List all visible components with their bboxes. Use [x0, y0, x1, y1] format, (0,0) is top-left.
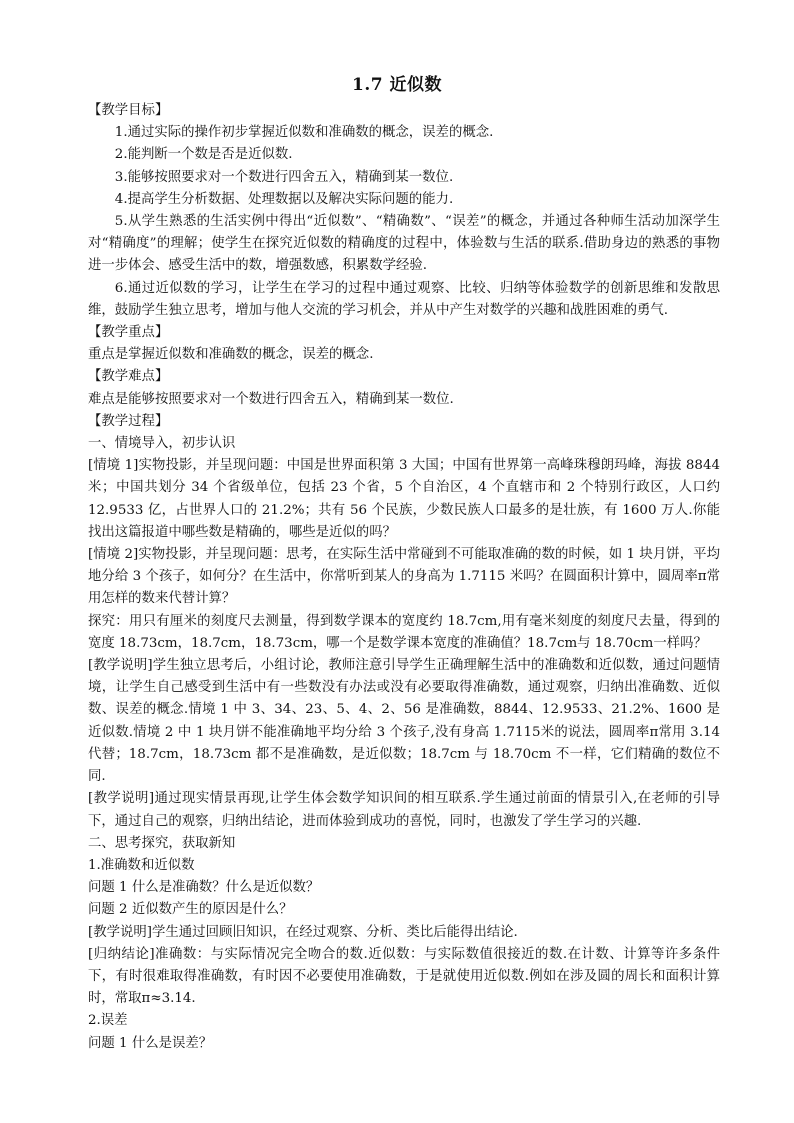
part2-heading: 二、思考探究，获取新知: [88, 835, 236, 851]
explore-paragraph: 探究：用只有厘米的刻度尺去测量，得到数学课本的宽度约 18.7cm,用有毫米刻度的刻度尺去量，得到的宽度 18.73cm，18.7cm，18.73cm，哪一个是数学课本宽度的准确值？18.7cm与 18.70cm一样吗？: [88, 613, 720, 651]
teaching-note-1: [教学说明]学生独立思考后，小组讨论，教师注意引导学生正确理解生活中的准确数和近似数，通过问题情境，让学生自己感受到生活中有一些数没有办法或没有必要取得准确数，通过观察，归纳出准确数、近似数、误差的概念.情境 1 中 3、34、23、5、4、2、56 是准确数，8844、12.9533、21.2%、1600 是近似数.情境 2 中 1 块月饼不能准确地平均分给 3 个孩子,没有身高 1.7115米的说法，圆周率π常用 3.14 代替；18.7cm，18.73cm 都不是准确数，是近似数；18.7cm 与 18.70cm 不一样，它们精确的数位不同.: [88, 658, 720, 785]
question-3: 问题 1 什么是误差？: [88, 1035, 213, 1051]
key-point-text: 重点是掌握近似数和准确数的概念，误差的概念.: [88, 347, 374, 363]
teaching-note-3: [教学说明]学生通过回顾旧知识，在经过观察、分析、类比后能得出结论.: [88, 924, 518, 940]
question-1: 问题 1 什么是准确数？什么是近似数？: [88, 880, 320, 896]
teaching-note-2: [教学说明]通过现实情景再现,让学生体会数学知识间的相互联系.学生通过前面的情景引入,在老师的引导下，通过自己的观察，归纳出结论，进而体验到成功的喜悦，同时，也激发了学生学习的兴趣.: [88, 791, 720, 829]
section-heading-difficulty: 【教学难点】: [88, 369, 169, 385]
goal-item-6: 6.通过近似数的学习，让学生在学习的过程中通过观察、比较、归纳等体验数学的创新思维和发散思维，鼓励学生独立思考，增加与他人交流的学习机会，并从中产生对数学的兴趣和战胜困难的勇气.: [88, 280, 720, 318]
scene2-paragraph: [情境 2]实物投影，并呈现问题：思考，在实际生活中常碰到不可能取准确的数的时候，如 1 块月饼，平均地分给 3 个孩子，如何分？在生活中，你常听到某人的身高为 1.7115 米吗？在圆面积计算中，圆周率π常用怎样的数来代替计算？: [88, 547, 720, 607]
goal-item-4: 4.提高学生分析数据、处理数据以及解决实际问题的能力.: [114, 191, 454, 207]
difficulty-text: 难点是能够按照要求对一个数进行四舍五入，精确到某一数位.: [88, 391, 454, 407]
summary-paragraph: [归纳结论]准确数：与实际情况完全吻合的数.近似数：与实际数值很接近的数.在计数、计算等许多条件下，有时很难取得准确数，有时因不必要使用准确数，于是就使用近似数.例如在涉及圆的周长和面积计算时，常取π≈3.14.: [88, 946, 720, 1007]
document-body: [88, 100, 720, 1055]
part1-heading: 一、情境导入，初步认识: [88, 436, 236, 452]
goal-item-5: 5.从学生熟悉的生活实例中得出“近似数”、“精确数”、“误差”的概念，并通过各种师生活动加深学生对“精确度”的理解；使学生在探究近似数的精确度的过程中，体验数与生活的联系.借助身边的熟悉的事物进一步体会、感受生活中的数，增强数感，积累数学经验.: [88, 214, 720, 274]
section-heading-goals: 【教学目标】: [88, 103, 169, 118]
goal-item-1: 1.通过实际的操作初步掌握近似数和准确数的概念，误差的概念.: [114, 125, 494, 141]
goal-item-3: 3.能够按照要求对一个数进行四舍五入，精确到某一数位.: [114, 169, 454, 185]
question-2: 问题 2 近似数产生的原因是什么？: [88, 902, 293, 918]
sub2-heading: 2.误差: [88, 1013, 128, 1029]
section-heading-key: 【教学重点】: [88, 325, 169, 341]
scene1-paragraph: [情境 1]实物投影，并呈现问题：中国是世界面积第 3 大国；中国有世界第一高峰珠穆朗玛峰，海拔 8844 米；中国共划分 34 个省级单位，包括 23 个省，5 个自治区，4 个直辖市和 2 个特别行政区，人口约 12.9533 亿，占世界人口的 21.2%；共有 56 个民族，少数民族人口最多的是壮族，有 1600 万人.你能找出这篇报道中哪些数是精确的，哪些是近似的吗？: [88, 458, 720, 540]
page-title: 1.7 近似数: [352, 75, 442, 95]
section-heading-process: 【教学过程】: [88, 413, 169, 429]
sub1-heading: 1.准确数和近似数: [88, 857, 195, 873]
goal-item-2: 2.能判断一个数是否是近似数.: [114, 147, 293, 163]
